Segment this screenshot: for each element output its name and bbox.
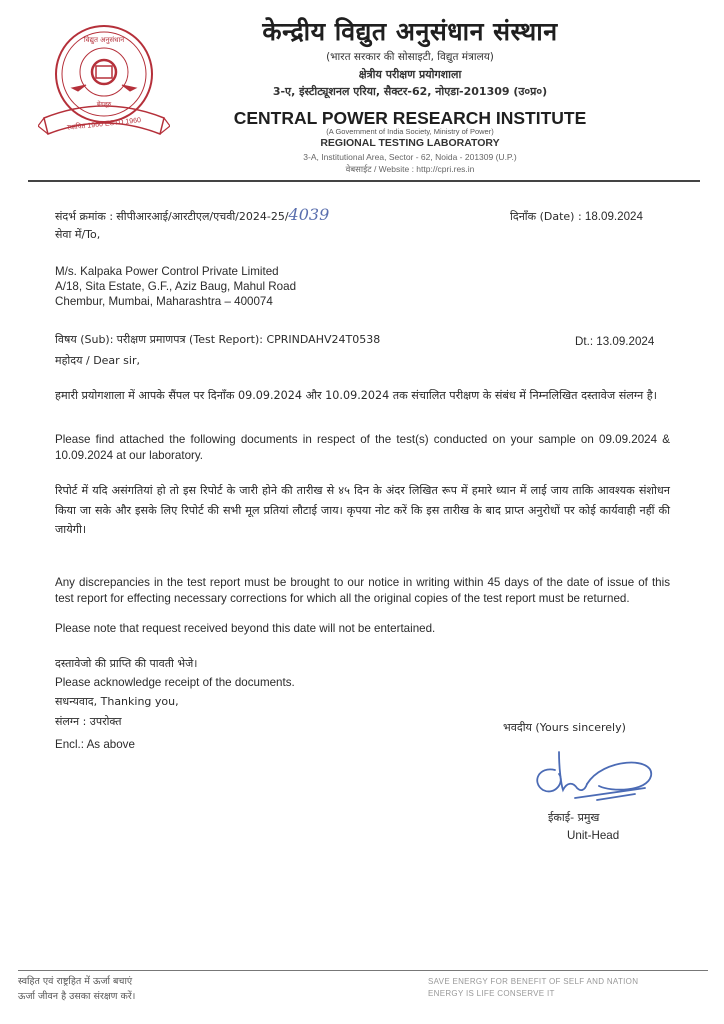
subject-date (575, 334, 654, 349)
yours-sincerely: भवदीय (Yours sincerely) (503, 721, 626, 734)
footer-hindi-slogan (18, 974, 135, 1004)
subject-label: विषय (Sub): (55, 333, 114, 346)
reference-number (55, 207, 329, 224)
institute-title-hindi: केन्द्रीय विद्युत अनुसंधान संस्थान (262, 17, 558, 46)
recipient-address (55, 264, 296, 309)
lab-name-hindi: क्षेत्रीय परीक्षण प्रयोगशाला (358, 68, 462, 81)
letter-date (510, 209, 643, 224)
cpri-logo (38, 22, 170, 146)
footer-hindi-line-1: स्वहित एवं राष्ट्रहित में ऊर्जा बचाएं (18, 976, 133, 987)
institute-title-english: CENTRAL POWER RESEARCH INSTITUTE (233, 108, 587, 128)
address-hindi: 3-ए, इंस्टीट्यूशनल एरिया, सैक्टर-62, नोएडा-201309 (उ०प्र०) (272, 85, 548, 98)
date-label: दिनाँक (Date) : (510, 210, 582, 223)
salutation-to: सेवा में/To, (55, 228, 101, 241)
subject-text: परीक्षण प्रमाणपत्र (Test Report): CPRINDAHV24T0538 (116, 333, 381, 346)
header-divider (28, 180, 700, 182)
footer-english-slogan (428, 976, 638, 1000)
designation-english: Unit-Head (567, 829, 620, 842)
website-link[interactable]: वेबसाईट / Website : http://cpri.res.in (345, 164, 475, 174)
acknowledge-hindi: दस्तावेजो की प्राप्ति की पावती भेजे। (55, 657, 198, 670)
subject-date-value: 13.09.2024 (596, 335, 655, 348)
subject-date-label: Dt.: (575, 335, 594, 348)
lab-name-english: REGIONAL TESTING LABORATORY (320, 137, 500, 149)
reference-number-handwritten: 4039 (288, 205, 330, 224)
svg-text:बेंगलूरु: बेंगलूरु (96, 101, 112, 108)
signature-icon (525, 748, 665, 808)
greeting: महोदय / Dear sir, (55, 354, 140, 367)
acknowledge-english: Please acknowledge receipt of the documents. (55, 676, 295, 689)
paragraph-1-english: Please find attached the following documents in respect of the test(s) conducted on your sample on 09.09.2024 & 10.09.2024 at our laboratory. (55, 433, 670, 462)
logo-estd-text: स्थापित 1960 ESTD 1960 (66, 117, 142, 132)
svg-text:विद्युत अनुसंधान: विद्युत अनुसंधान (83, 36, 125, 44)
footer-divider (18, 970, 708, 971)
enclosure-english: Encl.: As above (55, 738, 135, 751)
footer-english-line-2: ENERGY IS LIFE CONSERVE IT (428, 989, 555, 998)
thanks: सधन्यवाद, Thanking you, (55, 695, 179, 708)
institute-subtitle-hindi: (भारत सरकार की सोसाइटी, विद्युत मंत्रालय) (326, 51, 494, 63)
recipient-line-2: A/18, Sita Estate, G.F., Aziz Baug, Mahul Road (55, 280, 297, 293)
paragraph-2-english: Any discrepancies in the test report must be brought to our notice in writing within 45 days of the date of issue of this test report for effecting necessary corrections for which all the original copies of the test report must be returned. (55, 576, 670, 605)
paragraph-2-note: Please note that request received beyond this date will not be entertained. (55, 622, 436, 635)
address-english: 3-A, Institutional Area, Sector - 62, Noida - 201309 (U.P.) (303, 152, 517, 162)
footer-english-line-1: SAVE ENERGY FOR BENEFIT OF SELF AND NATION (428, 977, 639, 986)
recipient-line-1: M/s. Kalpaka Power Control Private Limited (55, 265, 279, 278)
paragraph-1-hindi: हमारी प्रयोगशाला में आपके सैंपल पर दिनाँक 09.09.2024 और 10.09.2024 तक संचालित परीक्षण के संबंध में निम्नलिखित दस्तावेज संलग्न है। (55, 389, 657, 402)
paragraph-2-hindi: रिपोर्ट में यदि असंगतियां हो तो इस रिपोर्ट के जारी होने की तारीख से ४५ दिन के अंदर लिखित रूप में हमारे ध्यान में लाई जाय ताकि आवश्यक संशोधन किया जा सके और इसके लिए रिपोर्ट की सभी मूल प्रतियां लौटाई जाय। कृपया नोट करें कि इस तारीख के बाद प्राप्त अनुरोधों पर कोई कार्यवाही नहीं की जायेगी। (55, 484, 670, 536)
institute-subtitle-english: (A Government of India Society, Ministry of Power) (326, 127, 494, 136)
date-value: 18.09.2024 (584, 210, 643, 223)
enclosure-hindi: संलग्न : उपरोक्त (55, 715, 122, 728)
reference-label: संदर्भ क्रमांक : (55, 210, 114, 223)
reference-number-printed: सीपीआरआई/आरटीएल/एचवी/2024-25/ (116, 210, 289, 223)
subject-line (55, 332, 380, 347)
footer-hindi-line-2: ऊर्जा जीवन है उसका संरक्षण करें। (18, 991, 136, 1002)
signature (525, 748, 665, 808)
designation-hindi: ईकाई- प्रमुख (548, 811, 600, 824)
recipient-line-3: Chembur, Mumbai, Maharashtra – 400074 (55, 295, 273, 308)
